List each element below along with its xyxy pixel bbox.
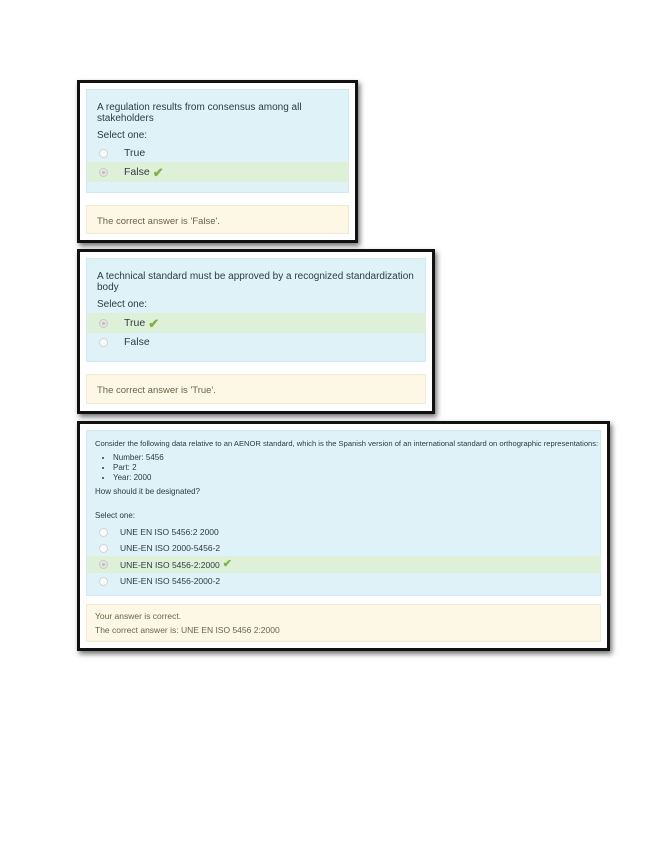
correct-answer-text: The correct answer is 'False'. bbox=[97, 216, 220, 227]
answer-status-text: Your answer is correct. bbox=[95, 611, 182, 621]
radio-icon[interactable] bbox=[99, 149, 108, 158]
radio-icon[interactable] bbox=[99, 168, 108, 177]
correct-answer-text: The correct answer is 'True'. bbox=[97, 385, 216, 396]
radio-icon[interactable] bbox=[99, 544, 108, 553]
answer-option-1[interactable] bbox=[87, 524, 601, 540]
select-one-label: Select one: bbox=[97, 130, 148, 141]
answer-option-label: UNE-EN ISO 5456-2000-2 bbox=[120, 576, 221, 586]
question-prompt: How should it be designated? bbox=[95, 487, 200, 496]
answer-option-label: True bbox=[124, 317, 146, 329]
answer-option-false[interactable] bbox=[87, 333, 426, 351]
answer-option-label: False bbox=[124, 336, 150, 348]
list-item: • Number: 5456 bbox=[113, 453, 164, 463]
question-panel bbox=[86, 258, 426, 362]
check-icon: ✔ bbox=[148, 315, 160, 331]
answer-option-2[interactable] bbox=[87, 540, 601, 556]
list-item: • Year: 2000 bbox=[113, 473, 164, 483]
radio-icon[interactable] bbox=[99, 577, 108, 586]
check-icon: ✔ bbox=[222, 558, 232, 570]
answer-option-4[interactable] bbox=[87, 573, 601, 589]
answer-option-label: UNE-EN ISO 5456-2:2000 bbox=[120, 559, 220, 570]
radio-icon[interactable] bbox=[99, 560, 108, 569]
question-panel bbox=[86, 430, 601, 596]
list-item: • Part: 2 bbox=[113, 463, 164, 473]
answer-option-3[interactable] bbox=[87, 556, 601, 573]
answer-option-true[interactable] bbox=[87, 144, 349, 162]
correct-answer-text: The correct answer is: UNE EN ISO 5456 2:2000 bbox=[95, 625, 280, 635]
feedback-panel bbox=[86, 374, 426, 404]
radio-icon[interactable] bbox=[99, 338, 108, 347]
answer-option-label: True bbox=[124, 147, 146, 159]
question-panel bbox=[86, 89, 349, 193]
answer-option-label: False bbox=[124, 166, 150, 178]
answer-option-label: UNE-EN ISO 2000-5456-2 bbox=[120, 543, 221, 553]
question-text: A regulation results from consensus among all stakeholders bbox=[97, 102, 302, 124]
answer-option-true[interactable] bbox=[87, 313, 426, 333]
answer-option-false[interactable] bbox=[87, 162, 349, 182]
feedback-panel bbox=[86, 604, 601, 642]
question-text: A technical standard must be approved by a recognized standardization body bbox=[97, 271, 414, 293]
standard-data-list bbox=[95, 453, 164, 483]
feedback-panel bbox=[86, 205, 349, 234]
question-text: Consider the following data relative to an AENOR standard, which is the Spanish version of an international standard on orthographic representations: bbox=[95, 439, 599, 448]
radio-icon[interactable] bbox=[99, 319, 108, 328]
answer-option-label: UNE EN ISO 5456:2 2000 bbox=[120, 527, 219, 537]
check-icon: ✔ bbox=[152, 164, 164, 180]
question-card-2 bbox=[77, 249, 435, 414]
question-card-1 bbox=[77, 80, 358, 243]
question-card-3 bbox=[77, 421, 610, 651]
select-one-label: Select one: bbox=[97, 299, 148, 310]
radio-icon[interactable] bbox=[99, 528, 108, 537]
select-one-label: Select one: bbox=[95, 511, 136, 520]
